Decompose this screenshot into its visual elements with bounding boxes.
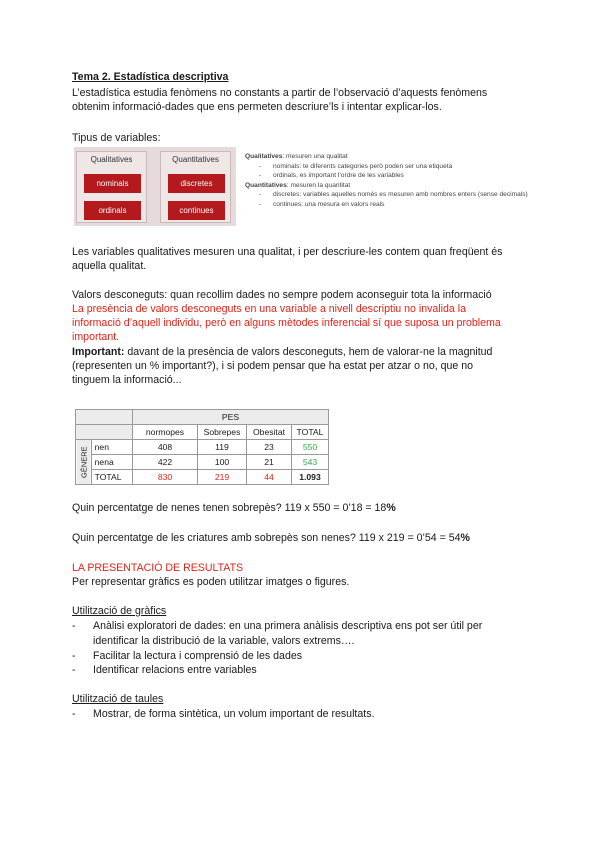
important-label: Important: <box>72 346 125 358</box>
table-group-header: PES <box>133 410 329 425</box>
col-header: normopes <box>133 425 198 440</box>
unknown-red-line-1: La presència de valors desconeguts en una variable a nivell descriptiu no invalida la <box>72 303 466 315</box>
graphs-heading: Utilització de gràfics <box>72 605 167 617</box>
table-cell: 219 <box>198 470 247 485</box>
table-cell: 422 <box>133 455 198 470</box>
qualitative-group-title: Qualitatives <box>90 155 133 164</box>
chip-continues: continues <box>168 201 225 220</box>
qual-para-line-1: Les variables qualitatives mesuren una qualitat, i per descriure-les contem quan freqüent és <box>72 246 503 258</box>
weight-gender-table <box>75 409 329 485</box>
qual-def: : mesuren una qualitat <box>282 153 348 160</box>
qual-para-line-2: aquella qualitat. <box>72 260 147 272</box>
list-item-cont: identificar la distribució de la variable, valors extrems…. <box>93 635 355 647</box>
page-title: Tema 2. Estadística descriptiva <box>72 71 229 83</box>
list-item: - Facilitar la lectura i comprensió de les dades <box>72 650 303 662</box>
important-line-3: tinguem la informació... <box>72 374 182 386</box>
table-corner <box>76 410 133 425</box>
graphs-bullet-3: Identificar relacions entre variables <box>93 664 257 676</box>
question-2-text: Quin percentatge de les criatures amb sobrepès son nenes? 119 x 219 = 0’54 = 54 <box>72 532 461 544</box>
table-cell: 408 <box>133 440 198 455</box>
row-label: nen <box>91 440 132 455</box>
presentation-intro: Per representar gràfics es poden utilitzar imatges o figures. <box>72 576 350 588</box>
question-2 <box>72 531 470 546</box>
row-group-label: GÈNERE <box>76 440 92 485</box>
qual-item-1: nominals: te diferents categories però poden ser una etiqueta <box>273 162 453 170</box>
list-item: - Identificar relacions entre variables <box>72 664 257 676</box>
table-cell: 21 <box>247 455 292 470</box>
table-cell: 543 <box>292 455 329 470</box>
table-cell: 119 <box>198 440 247 455</box>
list-item: - Mostrar, de forma sintètica, un volum important de resultats. <box>72 708 375 720</box>
important-line-2: (representen un % important?), i si podem pensar que ha estat per atzar o no, que no <box>72 360 474 372</box>
table-cell: 23 <box>247 440 292 455</box>
definitions-list: Qualitatives: mesuren una qualitat - nominals: te diferents categories però poden ser una etiqueta - ordinals, es important l’ordre de les variables Quantitatives: mesuren la quantitat - discretes: variables aquelles només es mesuren amb nombres enters (sense decimals) - continues: una mesura en valors reals <box>245 153 528 208</box>
row-label: TOTAL <box>91 470 132 485</box>
unknown-red-line-3: important. <box>72 331 120 343</box>
question-1-percent: % <box>386 502 396 514</box>
quant-item-1: discretes: variables aquelles només es mesuren amb nombres enters (sense decimals) <box>273 191 528 198</box>
row-label: nena <box>91 455 132 470</box>
table-cell: 1.093 <box>292 470 329 485</box>
intro-line-1: L’estadística estudia fenòmens no constants a partir de l’observació d’aquests fenòmens <box>72 87 488 99</box>
table-corner-2 <box>76 425 133 440</box>
tables-bullet-1: Mostrar, de forma sintètica, un volum important de resultats. <box>93 708 375 720</box>
quantitative-group <box>160 151 231 223</box>
table-cell: 550 <box>292 440 329 455</box>
chip-ordinals: ordinals <box>84 201 141 220</box>
table-cell: 44 <box>247 470 292 485</box>
tables-heading: Utilització de taules <box>72 693 164 705</box>
quantitative-group-title: Quantitatives <box>172 155 219 164</box>
col-header: Sobrepes <box>198 425 247 440</box>
unknown-values-line: Valors desconeguts: quan recollim dades no sempre podem aconseguir tota la informació <box>72 289 492 301</box>
variable-types-diagram <box>74 147 236 226</box>
list-item: - Anàlisi exploratori de dades: en una primera anàlisis descriptiva ens pot ser útil per <box>72 620 483 632</box>
intro-line-2: obtenim informació-dades que ens permeten descriure’ls i intentar explicar-los. <box>72 101 442 113</box>
quant-item-2: continues: una mesura en valors reals <box>273 200 385 208</box>
qualitative-group <box>76 151 147 223</box>
qual-term: Qualitatives <box>245 153 283 160</box>
graphs-bullet-1a: Anàlisi exploratori de dades: en una primera anàlisis descriptiva ens pot ser útil per <box>93 620 483 632</box>
chip-nominals: nominals <box>84 174 141 193</box>
col-header: Obesitat <box>247 425 292 440</box>
qual-item-2: ordinals, es important l’ordre de les variables <box>273 172 404 179</box>
types-heading: Tipus de variables: <box>72 132 161 144</box>
question-1 <box>72 501 396 516</box>
presentation-heading: LA PRESENTACIÓ DE RESULTATS <box>72 562 244 574</box>
table-cell: 100 <box>198 455 247 470</box>
table-cell: 830 <box>133 470 198 485</box>
quant-def: : mesuren la quantitat <box>286 181 351 189</box>
question-2-percent: % <box>460 532 470 544</box>
question-1-text: Quin percentatge de nenes tenen sobrepès? 119 x 550 = 0’18 = 18 <box>72 502 387 514</box>
graphs-bullet-2: Facilitar la lectura i comprensió de les dades <box>93 650 303 662</box>
chip-discretes: discretes <box>168 174 225 193</box>
quant-term: Quantitatives <box>245 181 287 189</box>
important-line-1 <box>72 345 492 360</box>
important-text: davant de la presència de valors desconeguts, hem de valorar-ne la magnitud <box>124 346 493 358</box>
col-header: TOTAL <box>292 425 329 440</box>
unknown-red-line-2: informació d’aquell individu, però en alguns mètodes inferencial sí que suposa un problema <box>72 317 501 329</box>
